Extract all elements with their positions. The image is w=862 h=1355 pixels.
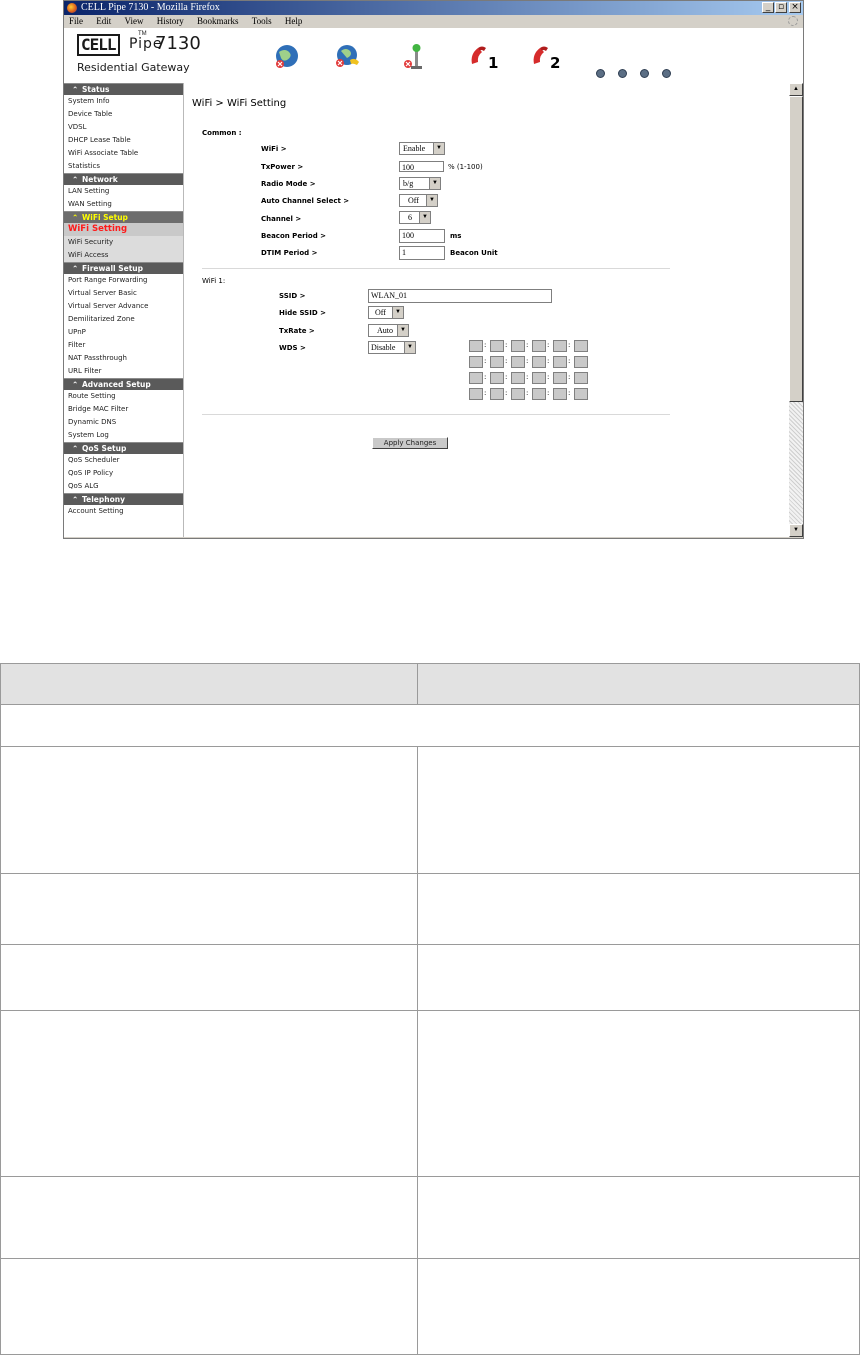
wds-mac-octet-input[interactable] <box>574 356 588 368</box>
main-content <box>184 83 789 537</box>
cellpipe-logo: CELL Pipe TM 7130 Residential Gateway <box>77 31 201 74</box>
mac-separator: : <box>547 357 550 365</box>
table-row <box>1 747 860 874</box>
sidebar-section-status[interactable]: ⌃ Status <box>64 83 183 95</box>
wds-label: WDS > <box>279 344 306 352</box>
mac-separator: : <box>505 373 508 381</box>
hide-ssid-label: Hide SSID > <box>279 309 326 317</box>
auto-channel-select[interactable]: Off ▼ <box>399 194 438 207</box>
section-divider <box>202 268 670 269</box>
minimize-button[interactable]: _ <box>762 2 774 13</box>
wds-mac-octet-input[interactable] <box>490 340 504 352</box>
mac-separator: : <box>526 389 529 397</box>
mac-separator: : <box>568 389 571 397</box>
scroll-thumb[interactable] <box>789 96 803 402</box>
sidebar-section-qos-setup[interactable]: ⌃ QoS Setup <box>64 442 183 454</box>
mac-separator: : <box>547 389 550 397</box>
wds-mac-octet-input[interactable] <box>532 356 546 368</box>
sidebar-item-virtual-server-advance[interactable]: Virtual Server Advance <box>68 302 149 310</box>
wds-mac-octet-input[interactable] <box>532 340 546 352</box>
router-header <box>64 28 803 83</box>
chevron-down-icon: ▼ <box>426 195 437 206</box>
sidebar-item-demilitarized-zone[interactable]: Demilitarized Zone <box>68 315 135 323</box>
menu-tools[interactable]: Tools <box>251 16 272 26</box>
sidebar-item-dhcp-lease-table[interactable]: DHCP Lease Table <box>68 136 131 144</box>
wds-mac-octet-input[interactable] <box>511 340 525 352</box>
table-header-row <box>1 664 860 705</box>
chevron-up-icon: ⌃ <box>72 495 79 504</box>
status-dot <box>662 69 671 78</box>
menu-help[interactable]: Help <box>284 16 303 26</box>
status-dot <box>640 69 649 78</box>
chevron-down-icon: ▼ <box>392 307 403 318</box>
svg-text:2: 2 <box>550 54 561 72</box>
mac-separator: : <box>526 341 529 349</box>
sidebar-item-device-table[interactable]: Device Table <box>68 110 113 118</box>
menu-edit[interactable]: Edit <box>96 16 112 26</box>
mac-separator: : <box>568 357 571 365</box>
txpower-label: TxPower > <box>261 163 304 171</box>
wds-mac-octet-input[interactable] <box>574 340 588 352</box>
sidebar-item-wifi-access[interactable]: WiFi Access <box>64 249 183 262</box>
apply-changes-button[interactable]: Apply Changes <box>372 437 448 449</box>
mac-separator: : <box>484 373 487 381</box>
scroll-track[interactable] <box>789 402 803 524</box>
chevron-up-icon: ⌃ <box>72 213 79 222</box>
wds-mac-octet-input[interactable] <box>469 340 483 352</box>
wds-mac-octet-input[interactable] <box>490 372 504 384</box>
sidebar-item-nat-passthrough[interactable]: NAT Passthrough <box>68 354 127 362</box>
mac-separator: : <box>547 341 550 349</box>
wifi-select[interactable]: Enable ▼ <box>399 142 445 155</box>
sidebar-nav <box>64 83 184 537</box>
sidebar-item-qos-ip-policy[interactable]: QoS IP Policy <box>68 469 114 477</box>
wds-mac-octet-input[interactable] <box>553 372 567 384</box>
sidebar-item-route-setting[interactable]: Route Setting <box>68 392 116 400</box>
wifi-label: WiFi > <box>261 145 287 153</box>
scroll-down-icon[interactable]: ▼ <box>789 524 803 537</box>
browser-window <box>63 0 804 539</box>
beacon-period-unit: ms <box>450 232 462 240</box>
table-row <box>1 1259 860 1355</box>
chevron-down-icon: ▼ <box>397 325 408 336</box>
wds-mac-octet-input[interactable] <box>553 340 567 352</box>
page-title: WiFi > WiFi Setting <box>192 98 287 109</box>
dtim-period-unit: Beacon Unit <box>450 249 498 257</box>
chevron-down-icon: ▼ <box>404 342 415 353</box>
ssid-label: SSID > <box>279 292 306 300</box>
sidebar-section-advanced-setup[interactable]: ⌃ Advanced Setup <box>64 378 183 390</box>
section-divider <box>202 414 670 415</box>
globe-phone-icon <box>332 42 362 72</box>
phone-1-icon <box>468 42 502 72</box>
wds-mac-octet-input[interactable] <box>490 388 504 400</box>
sidebar-item-qos-alg[interactable]: QoS ALG <box>68 482 99 490</box>
doc-table <box>0 663 860 1355</box>
wireless-antenna-icon <box>401 42 431 72</box>
wds-mac-octet-input[interactable] <box>532 372 546 384</box>
txpower-input[interactable]: 100 <box>399 161 444 172</box>
table-row <box>1 945 860 1011</box>
mac-separator: : <box>484 389 487 397</box>
chevron-up-icon: ⌃ <box>72 175 79 184</box>
wds-mac-octet-input[interactable] <box>469 356 483 368</box>
chevron-up-icon: ⌃ <box>72 444 79 453</box>
table-row <box>1 705 860 747</box>
wds-mac-octet-input[interactable] <box>553 356 567 368</box>
chevron-up-icon: ⌃ <box>72 380 79 389</box>
phone-2-icon <box>530 42 564 72</box>
sidebar-item-port-range-forwarding[interactable]: Port Range Forwarding <box>68 276 148 284</box>
radio-mode-select[interactable]: b/g ▼ <box>399 177 441 190</box>
status-dot <box>618 69 627 78</box>
mac-separator: : <box>547 373 550 381</box>
chevron-down-icon: ▼ <box>429 178 440 189</box>
txpower-unit: % (1-100) <box>448 163 483 171</box>
vertical-scrollbar[interactable] <box>789 83 803 537</box>
menu-history[interactable]: History <box>156 16 184 26</box>
txrate-select[interactable]: Auto ▼ <box>368 324 409 337</box>
sidebar-item-qos-scheduler[interactable]: QoS Scheduler <box>68 456 120 464</box>
sidebar-item-virtual-server-basic[interactable]: Virtual Server Basic <box>68 289 137 297</box>
mac-separator: : <box>484 357 487 365</box>
wds-mac-octet-input[interactable] <box>511 388 525 400</box>
maximize-button[interactable]: ▫ <box>775 2 787 13</box>
sidebar-section-firewall-setup[interactable]: ⌃ Firewall Setup <box>64 262 183 274</box>
table-row <box>1 1177 860 1259</box>
sidebar-item-lan-setting[interactable]: LAN Setting <box>68 187 110 195</box>
mac-separator: : <box>505 357 508 365</box>
wifi1-heading: WiFi 1: <box>202 277 226 285</box>
product-subtitle: Residential Gateway <box>77 61 190 74</box>
status-indicators <box>596 65 684 83</box>
mac-separator: : <box>505 389 508 397</box>
sidebar-item-wifi-associate-table[interactable]: WiFi Associate Table <box>68 149 139 157</box>
sidebar-item-account-setting[interactable]: Account Setting <box>68 507 124 515</box>
sidebar-item-wan-setting[interactable]: WAN Setting <box>68 200 112 208</box>
mac-separator: : <box>484 341 487 349</box>
wds-select[interactable]: Disable ▼ <box>368 341 416 354</box>
sidebar-item-dynamic-dns[interactable]: Dynamic DNS <box>68 418 117 426</box>
mac-separator: : <box>568 341 571 349</box>
svg-text:1: 1 <box>488 54 499 72</box>
sidebar-item-url-filter[interactable]: URL Filter <box>68 367 102 375</box>
wds-mac-octet-input[interactable] <box>490 356 504 368</box>
channel-select[interactable]: 6 ▼ <box>399 211 431 224</box>
wds-mac-octet-input[interactable] <box>511 356 525 368</box>
mac-separator: : <box>526 357 529 365</box>
ssid-input[interactable]: WLAN_01 <box>368 289 552 303</box>
radio-mode-label: Radio Mode > <box>261 180 316 188</box>
dtim-period-input[interactable]: 1 <box>399 246 445 260</box>
dtim-period-label: DTIM Period > <box>261 249 318 257</box>
txrate-label: TxRate > <box>279 327 315 335</box>
wds-mac-octet-input[interactable] <box>574 388 588 400</box>
sidebar-item-filter[interactable]: Filter <box>68 341 86 349</box>
sidebar-item-upnp[interactable]: UPnP <box>68 328 86 336</box>
internet-globe-icon <box>271 42 301 72</box>
sidebar-item-wifi-setting[interactable]: WiFi Setting <box>64 223 183 236</box>
menu-file[interactable]: File <box>69 16 84 26</box>
window-title: CELL Pipe 7130 - Mozilla Firefox <box>81 2 220 13</box>
wds-mac-octet-input[interactable] <box>511 372 525 384</box>
chevron-up-icon: ⌃ <box>72 85 79 94</box>
beacon-period-label: Beacon Period > <box>261 232 327 240</box>
sidebar-item-wifi-security[interactable]: WiFi Security <box>64 236 183 249</box>
wds-mac-octet-input[interactable] <box>532 388 546 400</box>
sidebar-section-wifi-setup[interactable]: ⌃ WiFi Setup <box>64 211 183 223</box>
channel-label: Channel > <box>261 215 302 223</box>
close-button[interactable]: × <box>789 2 801 13</box>
sidebar-section-network[interactable]: ⌃ Network <box>64 173 183 185</box>
sidebar-section-telephony[interactable]: ⌃ Telephony <box>64 493 183 505</box>
sidebar-item-system-info[interactable]: System Info <box>68 97 110 105</box>
mac-separator: : <box>526 373 529 381</box>
sidebar-item-system-log[interactable]: System Log <box>68 431 109 439</box>
firefox-icon <box>67 3 77 13</box>
table-row <box>1 1011 860 1177</box>
mac-separator: : <box>568 373 571 381</box>
mac-separator: : <box>505 341 508 349</box>
menu-bookmarks[interactable]: Bookmarks <box>196 16 239 26</box>
status-dot <box>596 69 605 78</box>
sidebar-item-statistics[interactable]: Statistics <box>68 162 100 170</box>
sidebar-item-vdsl[interactable]: VDSL <box>68 123 87 131</box>
throbber-icon <box>788 16 798 26</box>
wds-mac-octet-input[interactable] <box>574 372 588 384</box>
hide-ssid-select[interactable]: Off ▼ <box>368 306 404 319</box>
chevron-up-icon: ⌃ <box>72 264 79 273</box>
chevron-down-icon: ▼ <box>419 212 430 223</box>
chevron-down-icon: ▼ <box>433 143 444 154</box>
title-bar <box>64 1 803 15</box>
menu-bar <box>64 15 803 28</box>
wds-mac-octet-input[interactable] <box>469 372 483 384</box>
beacon-period-input[interactable]: 100 <box>399 229 445 243</box>
sidebar-item-bridge-mac-filter[interactable]: Bridge MAC Filter <box>68 405 129 413</box>
wds-mac-octet-input[interactable] <box>553 388 567 400</box>
wds-mac-octet-input[interactable] <box>469 388 483 400</box>
auto-channel-label: Auto Channel Select > <box>261 197 350 205</box>
common-heading: Common : <box>202 129 242 137</box>
menu-view[interactable]: View <box>124 16 144 26</box>
scroll-up-icon[interactable]: ▲ <box>789 83 803 96</box>
table-row <box>1 874 860 945</box>
